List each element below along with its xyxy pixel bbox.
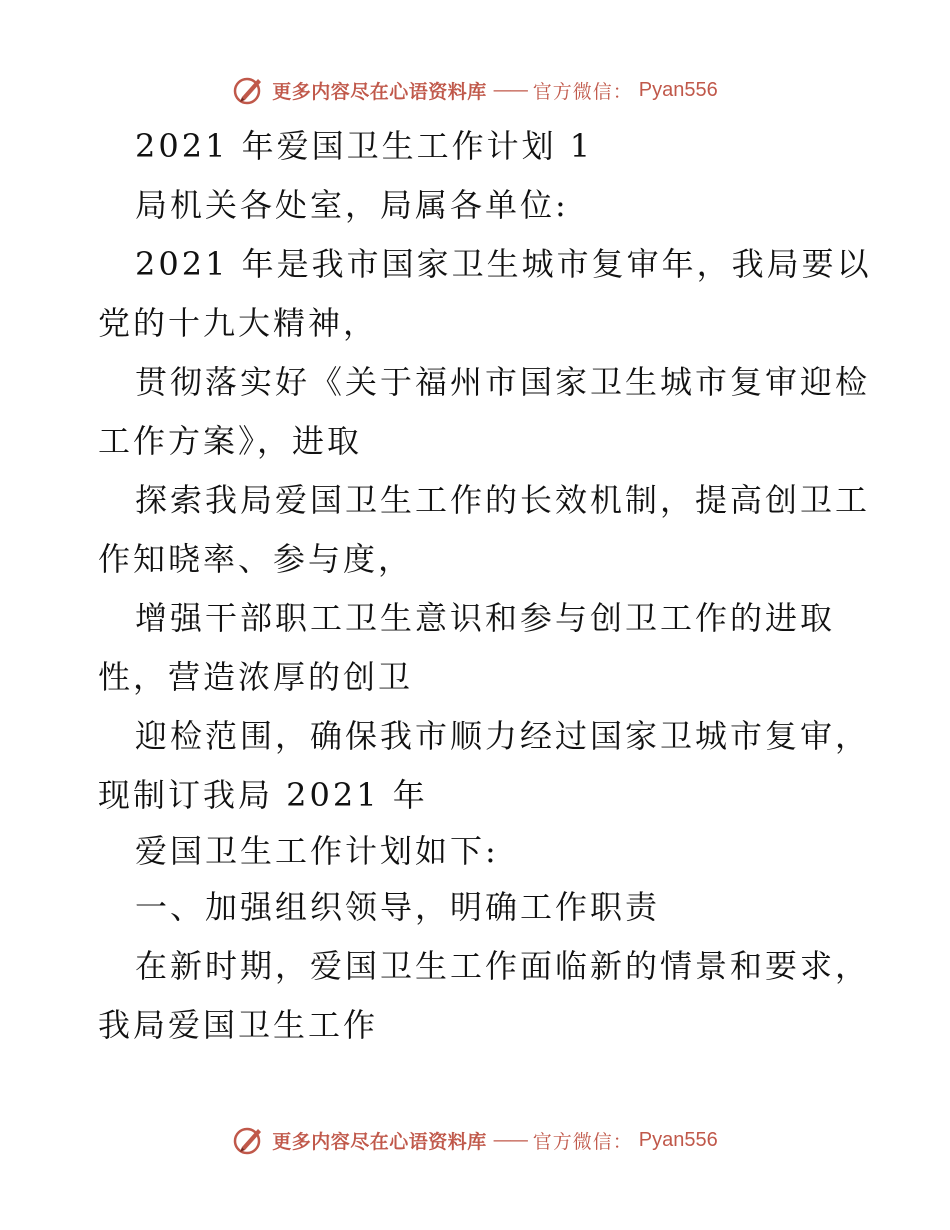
- wechat-id: Pyan556: [638, 78, 718, 101]
- watermark-header: [0, 70, 950, 110]
- document-line: 爱国卫生工作计划如下:: [135, 832, 499, 870]
- document-line: 作知晓率、参与度，: [98, 540, 414, 578]
- document-line: 性，营造浓厚的创卫: [98, 658, 414, 696]
- document-line: 2021 年是我市国家卫生城市复审年，我局要以: [135, 245, 872, 283]
- watermark-separator: ——: [492, 79, 527, 101]
- document-line: 增强干部职工卫生意识和参与创卫工作的进取: [135, 599, 836, 637]
- section-heading: 一、加强组织领导，明确工作职责: [135, 888, 661, 926]
- watermark-separator: ——: [492, 1129, 527, 1151]
- document-line: 现制订我局 2021 年: [98, 776, 428, 814]
- wechat-label: 官方微信：: [532, 1130, 633, 1153]
- document-line: 探索我局爱国卫生工作的长效机制，提高创卫工: [135, 481, 871, 519]
- document-line: 迎检范围，确保我市顺力经过国家卫城市复审，: [135, 717, 871, 755]
- pen-circle-logo-icon: [232, 1123, 266, 1157]
- document-line: 工作方案》，进取: [98, 422, 363, 460]
- document-line: 在新时期，爱国卫生工作面临新的情景和要求，: [135, 947, 871, 985]
- wechat-label: 官方微信：: [532, 80, 633, 103]
- watermark-footer: [0, 1120, 950, 1160]
- wechat-id: Pyan556: [638, 1128, 718, 1151]
- watermark-text: 更多内容尽在心语资料库: [272, 1130, 487, 1153]
- watermark-text: 更多内容尽在心语资料库: [272, 80, 487, 103]
- pen-circle-logo-icon: [232, 73, 266, 107]
- document-line: 我局爱国卫生工作: [98, 1006, 379, 1044]
- document-line: 局机关各处室，局属各单位:: [135, 186, 569, 224]
- document-title: 2021 年爱国卫生工作计划 1: [135, 127, 594, 165]
- document-line: 贯彻落实好《关于福州市国家卫生城市复审迎检: [135, 363, 871, 401]
- document-line: 党的十九大精神，: [98, 304, 379, 342]
